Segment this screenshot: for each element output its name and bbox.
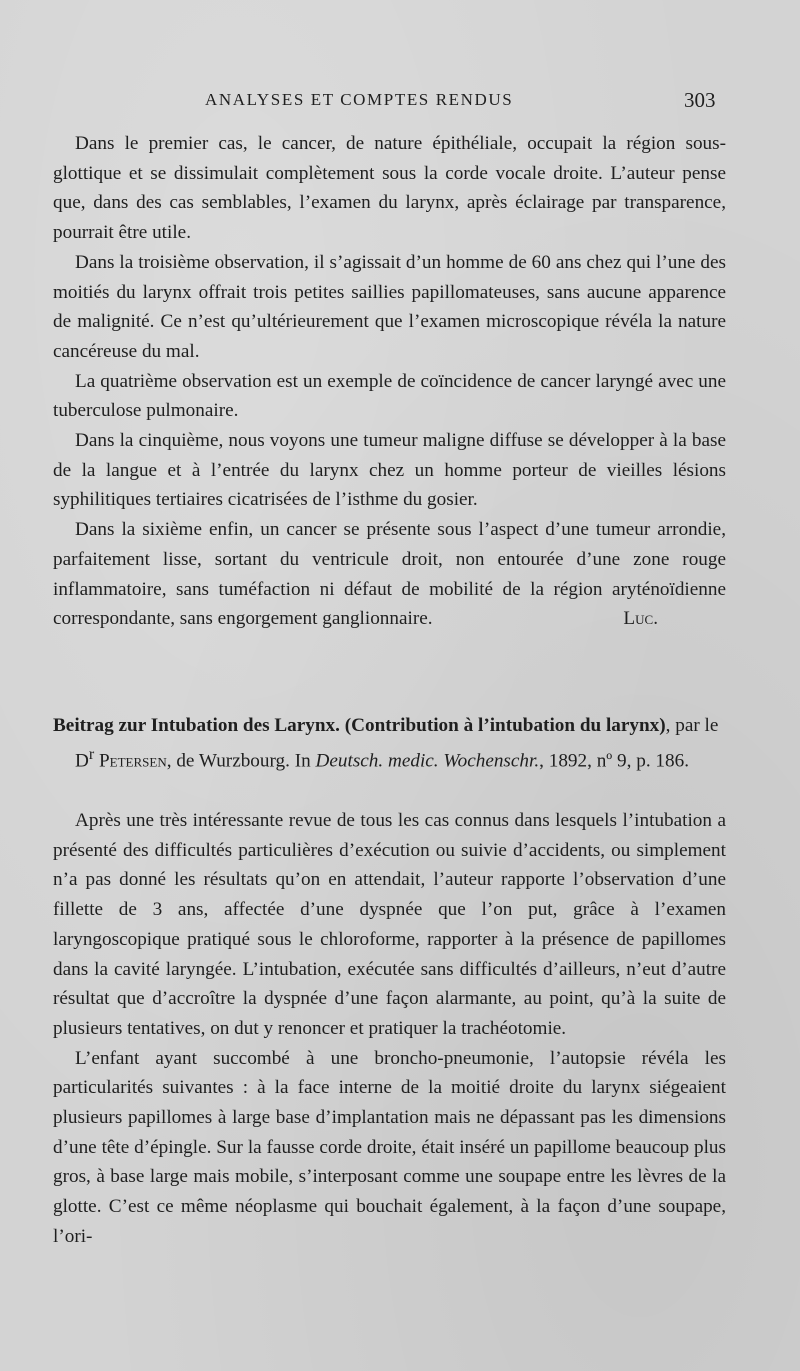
paragraph-quatrieme-observation: La quatrième observation est un exemple de coïncidence de cancer laryngé avec une tuberculose pulmonaire. <box>53 370 726 422</box>
article-title: Beitrag zur Intubation des Larynx. (Contribution à l’intubation du larynx) <box>53 715 666 736</box>
paragraph-troisieme-observation: Dans la troisième observation, il s’agissait d’un homme de 60 ans chez qui l’une des moitiés du larynx offrait trois petites saillies papillomateuses, sans aucune apparence de malignité. Ce n’est qu’ultérieurement que l’examen microscopique révéla la nature cancéreuse du mal. <box>53 251 726 362</box>
page-number: 303 <box>684 88 716 112</box>
paragraph-autopsie: L’enfant ayant succombé à une broncho-pneumonie, l’autopsie révéla les particularités suivantes : à la face interne de la moitié droite du larynx siégeaient plusieurs papillomes à large base d’implantation mais ne dépassant pas les dimensions d’une tête d’épingle. Sur la fausse corde droite, était inséré un papillome beaucoup plus gros, à base large mais mobile, s’interposant comme une soupape entre les lèvres de la glotte. C’est ce même néoplasme qui bouchait également, à la façon d’une soupape, l’ori- <box>53 1047 726 1247</box>
reviewer-signature: Luc. <box>623 608 658 630</box>
paragraph-sixieme: Dans la sixième enfin, un cancer se présente sous l’aspect d’une tumeur arrondie, parfaitement lisse, sortant du ventricule droit, non entourée d’une zone rouge inflammatoire, sans tuméfaction ni défaut de mobilité de la région aryténoïdienne correspondante, sans engorgement ganglionnaire. <box>53 519 726 630</box>
byline-location: , de Wurzbourg. In <box>166 750 316 772</box>
byline-doctor-sup: r <box>88 746 95 763</box>
article-reference <box>53 711 726 775</box>
citation-details: , 1892, nº 9, p. 186. <box>539 750 689 772</box>
review-section-1 <box>53 129 726 634</box>
paragraph-premier-cas: Dans le premier cas, le cancer, de nature épithéliale, occupait la région sous-glottique et se dissimulait complètement sous la corde vocale droite. L’auteur pense que, dans des cas semblables, l’examen du larynx, après éclairage par transparence, pourrait être utile. <box>53 133 726 244</box>
running-title: ANALYSES ET COMPTES RENDUS <box>205 90 514 109</box>
paragraph-revue-intubation: Après une très intéressante revue de tous les cas connus dans lesquels l’intubation a présenté des difficultés particulières d’exécution ou suivie d’accidents, ou simplement n’a pas donné les résultats qu’on en attendait, l’auteur rapporte l’observation d’une fillette de 3 ans, affectée d’une dyspnée que l’on put, grâce à l’examen laryngoscopique pratiqué sous le chloroforme, rapporter à la présence de papillomes dans la cavité laryngée. L’intubation, exécutée sans difficultés d’ailleurs, n’eut d’autre résultat que d’accroître la dyspnée d’une façon alarmante, au point, qu’à la suite de plusieurs tentatives, on dut y renoncer et pratiquer la trachéotomie. <box>53 810 726 1039</box>
article-citation <box>53 711 726 775</box>
article-author: Petersen <box>98 750 167 772</box>
running-head <box>0 88 800 118</box>
byline-prefix: , par le D <box>75 715 719 772</box>
journal-name: Deutsch. medic. Wochenschr. <box>315 750 540 772</box>
paragraph-cinquieme: Dans la cinquième, nous voyons une tumeur maligne diffuse se développer à la base de la langue et à l’entrée du larynx chez un homme porteur de vieilles lésions syphilitiques tertiaires cicatrisées de l’isthme du gosier. <box>53 430 726 511</box>
review-section-2 <box>53 806 726 1252</box>
